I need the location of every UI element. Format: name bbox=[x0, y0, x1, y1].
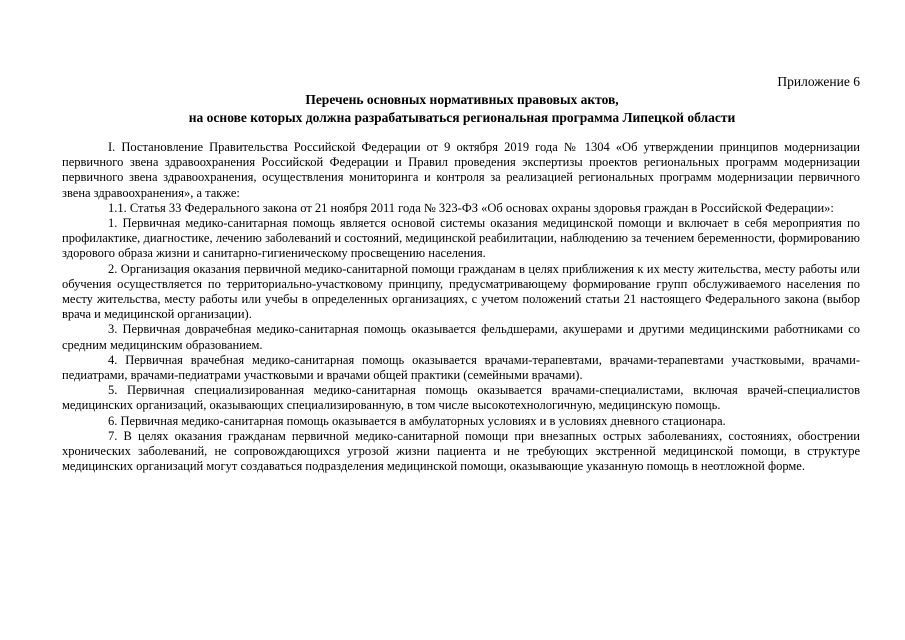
paragraph-resolution: I. Постановление Правительства Российской Федерации от 9 октября 2019 года № 1304 «Об утверждении принципов модернизации первичного звена здравоохранения Российской Федерации и Правил проведения экспертизы проектов региональных программ модернизации первичного звена здравоохранения, осуществления мониторинга и контроля за реализацией региональных программ модернизации первичного звена здравоохранения», а также: bbox=[62, 140, 860, 200]
paragraph-item-3: 3. Первичная доврачебная медико-санитарная помощь оказывается фельдшерами, акушерами и другими медицинскими работниками со средним медицинским образованием. bbox=[62, 322, 860, 352]
title-line-2: на основе которых должна разрабатываться региональная программа Липецкой области bbox=[188, 110, 736, 125]
document-title bbox=[62, 91, 862, 127]
appendix-label: Приложение 6 bbox=[777, 74, 860, 89]
paragraph-item-7: 7. В целях оказания гражданам первичной медико-санитарной помощи при внезапных острых заболеваниях, состояниях, обострении хронических заболеваний, не сопровождающихся угрозой жизни пациента и не требующих экстренной медицинской помощи, в структуре медицинских организаций могут создаваться подразделения медицинской помощи, оказывающие указанную помощь в неотложной форме. bbox=[62, 428, 860, 474]
paragraph-item-4: 4. Первичная врачебная медико-санитарная помощь оказывается врачами-терапевтами, врачами-терапевтами участковыми, врачами-педиатрами, врачами-педиатрами участковыми и врачами общей практики (семейными врачами). bbox=[62, 352, 860, 383]
paragraph-article-33: 1.1. Статья 33 Федерального закона от 21 ноября 2011 года № 323-ФЗ «Об основах охраны здоровья граждан в Российской Федерации»: bbox=[108, 200, 834, 215]
paragraph-item-6: 6. Первичная медико-санитарная помощь оказывается в амбулаторных условиях и в условиях дневного стационара. bbox=[108, 413, 726, 428]
paragraph-item-5: 5. Первичная специализированная медико-санитарная помощь оказывается врачами-специалистами, включая врачей-специалистов медицинских организаций, оказывающих специализированную, в том числе высокотехнологичную, медицинскую помощь. bbox=[62, 383, 860, 413]
paragraph-item-2: 2. Организация оказания первичной медико-санитарной помощи гражданам в целях приближения к их месту жительства, месту работы или обучения осуществляется по территориально-участковому принципу, предусматривающему формирование групп обслуживаемого населения по месту жительства, месту работы или учебы в определенных организациях, с учетом положений статьи 21 настоящего Федерального закона (выбор врача и медицинской организации). bbox=[62, 261, 860, 322]
document-body bbox=[62, 140, 860, 474]
title-line-1: Перечень основных нормативных правовых актов, bbox=[305, 92, 619, 107]
paragraph-item-1: 1. Первичная медико-санитарная помощь является основой системы оказания медицинской помощи и включает в себя мероприятия по профилактике, диагностике, лечению заболеваний и состояний, медицинской реабилитации, наблюдению за течением беременности, формированию здорового образа жизни и санитарно-гигиеническому просвещению населения. bbox=[62, 216, 860, 261]
